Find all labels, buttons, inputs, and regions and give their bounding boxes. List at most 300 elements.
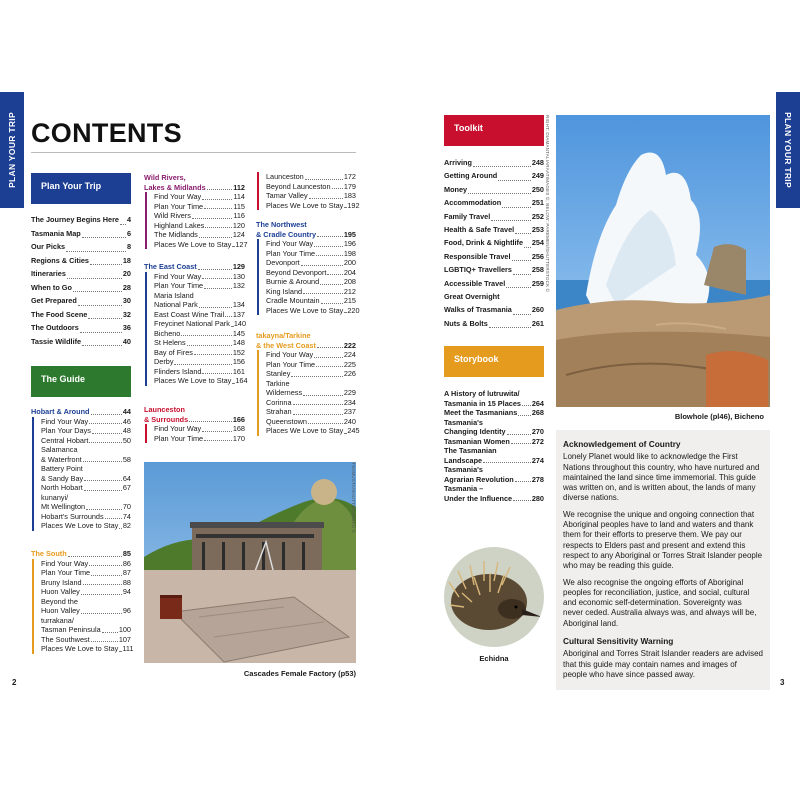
toc-entry-label: kunanyi/ [41,492,69,502]
factory-photo-caption: Cascades Female Factory (p53) [243,669,356,678]
toc-entry [444,465,544,475]
launceston-heading[interactable]: & Surrounds 166 [144,414,245,424]
section-the-guide [31,366,131,397]
toc-leader-dots [507,434,531,435]
toc-entry-page: 183 [343,191,356,200]
toc-entry-page: 208 [343,277,356,286]
toc-entry-page: 224 [343,350,356,359]
toc-leader-dots [332,188,343,189]
toc-entry-label: Find Your Way [41,558,89,568]
toc-leader-dots [512,260,531,261]
toc-entry[interactable] [154,424,245,434]
toc-entry-page: 156 [232,357,245,366]
toc-leader-dots [502,207,531,208]
toc-entry-label: Tasmania's [444,465,483,474]
toc-entry-page: 280 [531,493,544,503]
wild-rivers-heading-line1: Wild Rivers, [144,173,186,182]
toc-entry-label: Changing Identity [444,427,506,436]
west-coast-heading[interactable]: & the West Coast 222 [256,340,356,350]
toc-entry[interactable] [266,258,356,268]
toc-entry[interactable] [31,281,131,295]
toc-entry[interactable] [266,182,356,192]
toc-leader-dots [232,246,234,247]
toc-entry-label: Huon Valley [41,587,80,596]
launceston-block [144,405,245,443]
toc-entry[interactable] [31,254,131,268]
toc-entry-page: 259 [531,278,544,288]
toc-leader-dots [67,278,122,279]
toc-leader-dots [522,405,531,406]
east-coast-heading[interactable]: The East Coast 129 [144,262,245,271]
toc-entry [41,493,131,503]
toc-entry[interactable] [31,294,131,308]
south-subitems [32,558,134,654]
toc-entry-label: Launceston [266,172,304,181]
toc-entry-page: 168 [232,424,245,433]
echidna-photo [444,547,544,647]
side-tab-left-label: PLAN YOUR TRIP [7,112,17,188]
toc-leader-dots [511,443,531,444]
toc-leader-dots [84,480,122,481]
toc-entry[interactable] [154,230,245,240]
toc-entry-label: Places We Love to Stay [266,200,344,210]
toc-entry[interactable] [266,200,360,211]
toc-entry-page: 64 [122,473,131,483]
toc-entry-page: 240 [343,416,356,426]
toc-leader-dots [293,414,343,415]
toc-entry[interactable] [266,388,356,398]
toc-entry[interactable] [154,239,248,250]
east-coast-block [144,262,248,386]
toc-leader-dots [483,462,531,463]
toc-entry-page: 148 [232,338,245,347]
factory-photo-credit: TSAMUSTA/SHUTTERSTOCK © [351,462,356,534]
toc-entry[interactable] [266,407,356,417]
toc-leader-dots [89,442,121,443]
toc-entry-label: Devonport [266,258,300,267]
toc-leader-dots [513,314,531,315]
toc-leader-dots [80,332,122,333]
toc-entry-label: Corinna [266,397,292,407]
toc-leader-dots [204,208,232,209]
hobart-heading[interactable]: Hobart & Around 44 [31,407,131,416]
toc-entry[interactable] [444,210,544,223]
toc-entry[interactable] [41,625,131,635]
toc-entry-label: Walks of Trasmania [444,305,512,315]
toc-entry-label: Under the Influence [444,493,513,503]
toc-leader-dots [314,246,343,247]
toc-entry[interactable] [41,568,131,578]
toc-leader-dots [83,461,122,462]
toc-entry[interactable] [41,436,131,446]
toc-entry-page: 196 [343,239,356,248]
toc-entry[interactable] [444,277,544,290]
page-number-left: 2 [12,678,17,687]
toc-leader-dots [515,481,531,482]
toc-entry-page: 234 [343,397,356,407]
toc-entry[interactable] [154,272,245,282]
toc-entry [444,290,544,303]
toc-entry[interactable] [266,360,356,370]
toc-entry[interactable] [154,211,245,221]
toc-entry [154,291,245,301]
toc-entry[interactable] [154,367,245,377]
toc-entry-page: 152 [232,347,245,357]
toc-entry[interactable] [444,317,544,330]
toc-entry[interactable] [154,221,245,231]
toc-leader-dots [473,166,531,167]
toc-entry[interactable] [31,321,131,335]
toc-entry[interactable] [266,277,356,287]
toc-entry-page: 272 [531,436,544,446]
toc-entry[interactable] [154,319,245,329]
toc-entry-page: 274 [531,455,544,465]
toc-entry-label: Huon Valley [41,606,80,615]
toc-leader-dots [90,264,122,265]
toc-entry-label: Highland Lakes [154,220,205,230]
cultural-warning-para: Aboriginal and Torres Strait Islander readers are advised that this guide may contain names and images of people who have since passed away. [563,649,763,679]
toc-leader-dots [303,293,343,294]
toc-entry-page: 215 [343,296,356,305]
toc-entry-label: The Journey Begins Here [31,215,119,224]
toc-entry-label: Our Picks [31,242,66,251]
toc-entry[interactable] [31,267,131,281]
toc-entry-label: turrakana/ [41,615,74,625]
toc-entry-page: 86 [122,558,131,568]
toc-entry-label: St Helens [154,338,186,347]
west-coast-block [256,331,360,436]
toc-entry[interactable] [266,191,356,201]
toc-entry-page: 256 [531,251,544,261]
toc-leader-dots [89,423,122,424]
northwest-heading[interactable]: & Cradle Country 195 [256,229,356,239]
toc-entry-label: East Coast Wine Trail [154,309,225,319]
toc-entry[interactable] [41,521,131,531]
toc-entry-label: Getting Around [444,171,498,181]
toc-entry-label: The Tasmanian [444,446,497,455]
toc-entry[interactable] [266,239,356,249]
toc-entry-label: Find Your Way [266,350,314,359]
toc-leader-dots [344,207,346,208]
toc-leader-dots [489,327,531,328]
toc-entry[interactable] [444,156,544,169]
toc-entry[interactable] [154,338,245,348]
toc-leader-dots [468,193,531,194]
toc-entry-label: Food, Drink & Nightlife [444,238,524,248]
toc-entry[interactable] [41,635,131,645]
toc-entry[interactable] [444,250,544,263]
toc-entry[interactable] [154,310,245,320]
toc-entry-page: 248 [531,158,544,167]
blowhole-photo-credit: RIGHT: DIAMANTALIARAATIMAGES ©; BELOW: PAREMEN/SHUTTERSTOCK © [545,115,550,293]
toc-entry [444,484,544,494]
toc-entry[interactable] [444,475,544,485]
toc-entry-page: 115 [233,201,245,211]
toc-leader-dots [199,307,232,308]
toc-entry-label: Cradle Mountain [266,296,320,305]
toc-entry-page: 253 [531,225,544,235]
toc-leader-dots [78,305,122,306]
toc-entry[interactable] [444,408,544,418]
toc-entry[interactable] [41,587,131,597]
toc-entry[interactable] [41,455,131,465]
toc-entry[interactable] [154,434,245,444]
toc-entry-label: Itineraries [31,269,66,278]
toc-entry-label: Freycinet National Park [154,319,230,328]
section-the-guide-label: The Guide [41,374,86,384]
south-heading[interactable]: The South 85 [31,549,131,558]
page-title: CONTENTS [31,118,182,148]
toc-entry-label: Stanley [266,369,291,378]
toc-entry-page: 140 [233,319,247,328]
toc-entry-label: North Hobart [41,483,83,492]
toc-leader-dots [192,218,232,219]
toc-entry[interactable] [444,427,544,437]
toc-entry[interactable] [266,249,356,259]
toc-entry-page: 261 [531,318,544,328]
toc-entry[interactable] [41,559,131,569]
toc-entry-page: 278 [531,474,544,484]
toc-entry[interactable] [41,417,131,427]
toc-entry-page: 18 [122,255,131,265]
toc-entry-page: 268 [531,408,544,417]
toc-entry[interactable] [444,236,544,249]
toc-entry[interactable] [31,240,131,254]
toc-entry[interactable] [266,268,356,278]
toc-entry[interactable] [266,369,356,379]
toc-entry[interactable] [41,606,131,616]
toc-leader-dots [91,575,122,576]
toc-entry-label: Find Your Way [154,271,202,281]
toc-entry-page: 198 [343,248,356,258]
toc-entry[interactable] [154,300,245,310]
toc-entry[interactable] [266,426,360,436]
toc-entry[interactable] [266,287,356,297]
toc-entry-page: 200 [343,258,356,267]
toc-leader-dots [81,594,122,595]
toc-entry[interactable] [41,578,131,588]
toc-entry-label: A History of lutruwita/ [444,389,520,398]
toc-entry-label: King Island [266,286,303,296]
toc-entry-page: 212 [343,286,356,296]
toc-entry-page: 94 [122,587,131,596]
toc-entry-label: Flinders Island [154,366,202,376]
toc-entry[interactable] [31,335,131,349]
toc-entry-page: 170 [232,433,245,443]
toc-entry [41,616,131,626]
toc-entry[interactable] [41,483,131,493]
toc-entry[interactable] [154,192,245,202]
toc-entry-page: 250 [531,184,544,194]
toc-entry-page: 88 [122,577,131,587]
toc-entry-page: 4 [126,215,131,224]
toc-entry-label: Places We Love to Stay [154,239,232,249]
toc-entry-page: 6 [126,228,131,238]
toc-entry[interactable] [31,227,131,241]
toc-entry[interactable] [154,376,248,386]
toc-entry-label: National Park [154,300,198,309]
toc-entry[interactable] [444,183,544,196]
wild-rivers-block [144,173,248,249]
toc-entry[interactable] [154,357,245,367]
toc-entry-page: 58 [122,454,131,464]
toc-entry[interactable] [444,437,544,447]
toc-entry-page: 100 [118,625,131,634]
toc-entry-label: Places We Love to Stay [154,376,232,385]
toc-entry-page: 114 [233,192,245,201]
toc-entry-label: Tarkine [266,378,290,388]
toc-entry[interactable] [266,398,356,408]
toc-entry-label: Tasmania – [444,484,484,493]
toc-entry [266,379,356,389]
toc-entry-label: Plan Your Time [154,201,204,211]
toc-entry-page: 258 [531,265,544,275]
toc-entry-label: & Sandy Bay [41,473,84,483]
toc-leader-dots [187,345,232,346]
toc-entry-label: The Outdoors [31,323,79,332]
toc-leader-dots [524,247,531,248]
toc-entry-page: 264 [531,398,544,408]
toc-entry-page: 172 [343,172,356,181]
toc-leader-dots [491,220,531,221]
toc-leader-dots [91,641,118,642]
acknowledgement-box [556,430,770,690]
toc-entry[interactable] [266,417,356,427]
acknowledgement-title: Acknowledgement of Country [563,439,681,449]
toc-entry-label: Maria Island [154,290,194,300]
toc-entry[interactable] [444,223,544,236]
toc-leader-dots [320,284,343,285]
toc-entry-label: Money [444,184,468,194]
toc-entry-page: 130 [232,271,245,281]
south-block [31,549,134,654]
toc-entry-label: Tasmania Map [31,228,81,238]
toc-leader-dots [202,373,231,374]
toc-entry-label: Accommodation [444,198,502,208]
toc-leader-dots [174,364,231,365]
toc-entry-page: 28 [122,282,131,292]
toc-entry-label: Nuts & Bolts [444,318,488,328]
toc-entry[interactable] [444,494,544,504]
toc-entry-label: Places We Love to Stay [266,426,344,435]
toc-entry-label: Tasmania's [444,417,483,427]
toc-entry[interactable] [41,512,131,522]
toc-entry-label: Plan Your Time [266,359,316,369]
toc-entry-label: Derby [154,357,174,366]
toc-entry-label: The Food Scene [31,309,88,319]
acknowledgement-para-3: We also recognise the ongoing efforts of Aboriginal peoples for reconciliation, justice, and social, cultural and economic self-determination. Sovereignty was never ceded. Australia always was, and always will be, Aboriginal land. [563,577,757,628]
toc-entry-label: The Southwest [41,634,90,644]
toc-entry[interactable] [41,644,134,654]
toc-entry-label: Bicheno [154,328,181,338]
toc-entry[interactable] [444,456,544,466]
toc-entry [41,445,131,455]
northwest-heading-line1: The Northwest [256,220,307,229]
toc-entry[interactable] [154,281,245,291]
toc-leader-dots [309,198,343,199]
toc-entry-page: 70 [122,502,131,511]
toc-leader-dots [82,237,126,238]
toc-leader-dots [181,335,231,336]
section-storybook-label: Storybook [454,354,499,364]
west-coast-subitems [257,350,360,436]
toc-leader-dots [105,518,122,519]
toc-leader-dots [66,251,126,252]
toc-entry-page: 67 [122,483,131,492]
toc-leader-dots [344,433,346,434]
toc-entry[interactable] [444,169,544,182]
toc-entry-page: 134 [232,300,245,309]
launceston-continued-block [256,172,360,210]
toc-leader-dots [84,490,122,491]
toc-entry[interactable] [41,502,131,512]
toc-entry-page: 48 [122,426,131,435]
toc-entry-page: 192 [347,200,360,210]
toc-entry[interactable] [444,196,544,209]
wild-rivers-subitems [145,192,248,249]
toc-entry-page: 145 [232,328,245,338]
toc-leader-dots [102,632,118,633]
toc-entry-label: Plan Your Time [154,281,204,290]
toc-entry-page: 107 [118,634,131,644]
toc-entry[interactable] [154,348,245,358]
toc-entry[interactable] [444,263,544,276]
toc-entry-page: 87 [122,568,131,577]
toc-leader-dots [506,287,531,288]
toc-entry-label: Agrarian Revolution [444,474,514,484]
toc-entry-label: Queenstown [266,416,307,426]
toc-entry-page: 32 [122,309,131,319]
toc-leader-dots [327,274,342,275]
toc-entry-label: Tasmanian Women [444,436,510,446]
toc-leader-dots [86,509,122,510]
toc-entry[interactable] [266,296,356,306]
toc-entry[interactable] [154,329,245,339]
toc-entry-page: 96 [122,606,131,615]
toc-entry[interactable] [444,303,544,316]
toc-entry-label: Tassie Wildlife [31,336,82,346]
toc-entry[interactable] [31,213,131,227]
toc-entry-page: 116 [233,211,245,220]
toc-entry-label: Accessible Travel [444,278,506,288]
toc-entry-label: Wild Rivers [154,211,191,220]
toc-entry-page: 237 [343,407,356,416]
toc-entry-page: 252 [531,211,544,221]
toc-entry[interactable] [266,350,356,360]
east-coast-subitems [145,271,248,386]
hobart-block [31,407,131,531]
toc-entry[interactable] [41,426,131,436]
toc-entry[interactable] [444,399,544,409]
toc-entry-label: Tasmania in 15 Places [444,398,521,408]
toc-entry[interactable] [31,308,131,322]
toc-entry [444,446,544,456]
toc-entry[interactable] [266,172,356,182]
toc-entry[interactable] [41,474,131,484]
toc-leader-dots [291,376,342,377]
toc-entry-page: 249 [531,171,544,181]
toc-entry-label: Plan Your Time [154,433,204,443]
toc-entry-page: 229 [343,388,356,397]
blowhole-photo-caption: Blowhole (pl46), Bicheno [674,412,764,421]
toc-entry-label: Find Your Way [154,424,202,433]
toc-leader-dots [305,179,343,180]
toc-entry[interactable] [154,202,245,212]
toc-leader-dots [205,227,232,228]
toc-entry[interactable] [266,305,360,316]
wild-rivers-heading[interactable]: Lakes & Midlands 112 [144,182,245,192]
toc-leader-dots [81,613,122,614]
